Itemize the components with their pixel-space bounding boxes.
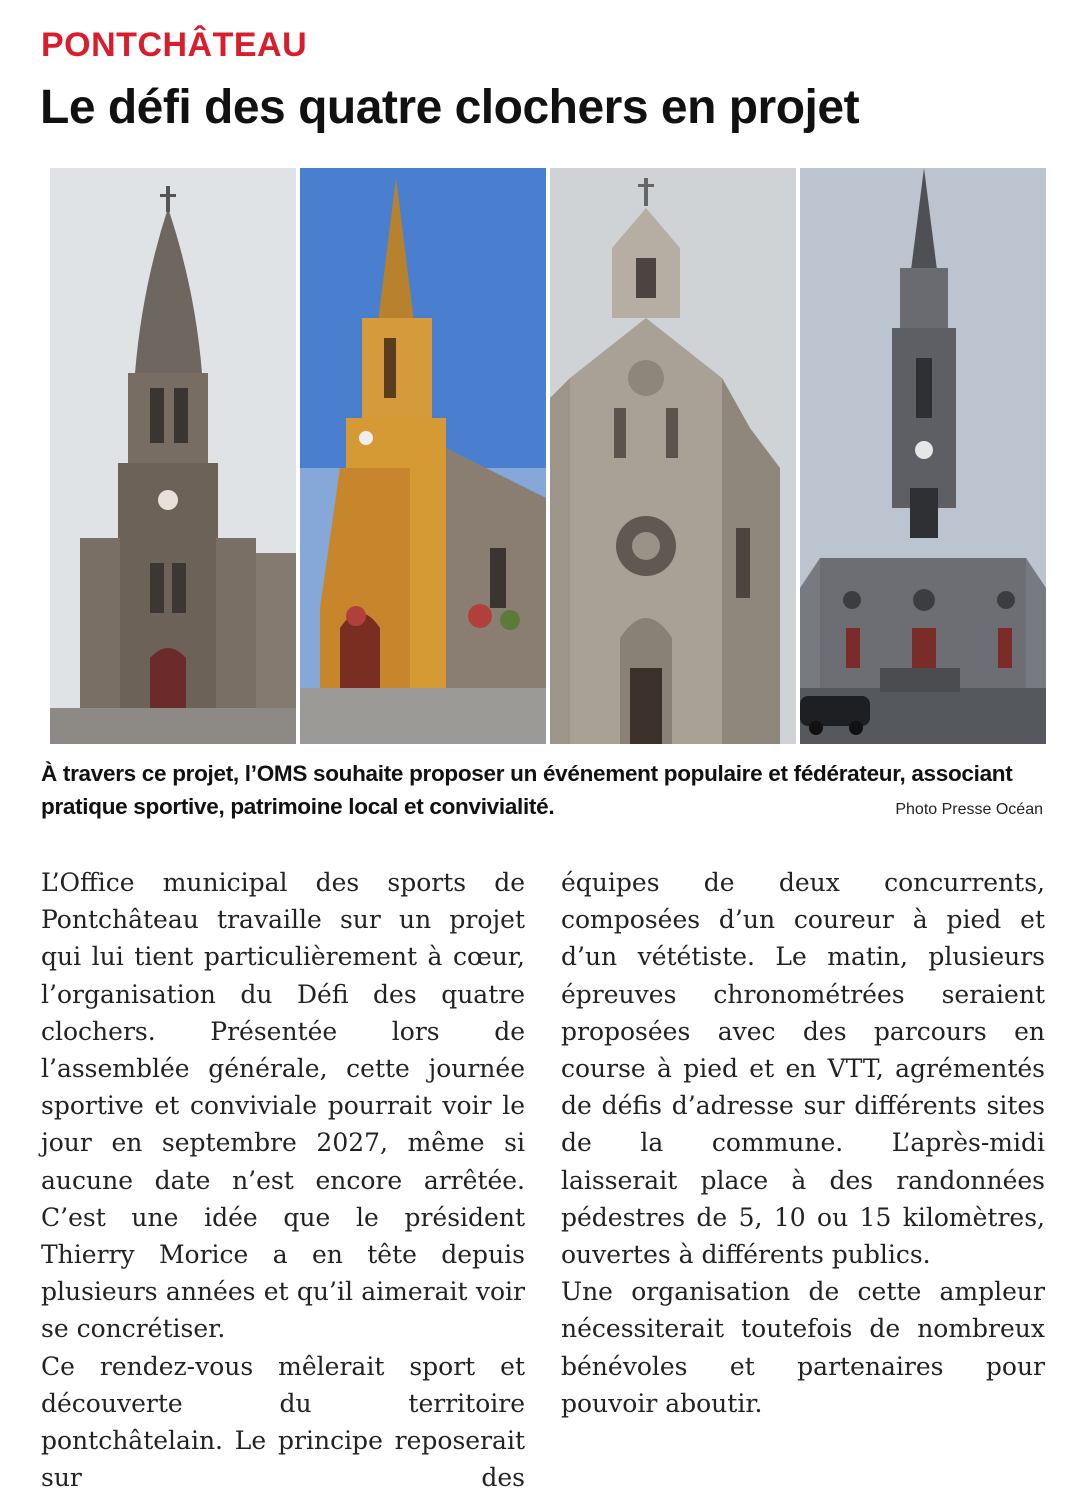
section-kicker: PONTCHÂTEAU bbox=[41, 26, 308, 64]
paragraph: équipes de deux concurrents, composées d’un coureur à pied et d’un vététiste. Le matin, plusieurs épreuves chronométrées seraient proposées avec des parcours en course à pied et en VTT, agrémentés de défis d’adresse sur différents sites de la commune. L’après-midi laisserait place à des randonnées pédestres de 5, 10 ou 15 kilomètres, ouvertes à différents publics. bbox=[561, 868, 1045, 1270]
article-headline: Le défi des quatre clochers en projet bbox=[40, 81, 860, 134]
paragraph: Une organisation de cette ampleur nécessiterait toutefois de nombreux bénévoles et partenaires pour pouvoir aboutir. bbox=[561, 1277, 1045, 1418]
paragraph: Ce rendez-vous mêlerait sport et découverte du territoire pontchâtelain. Le principe reposerait sur des bbox=[41, 1351, 525, 1493]
photo-credit: Photo Presse Océan bbox=[895, 801, 1043, 818]
photo-caption: À travers ce projet, l’OMS souhaite proposer un événement populaire et fédérateur, associant pratique sportive, patrimoine local et convivialité. bbox=[41, 761, 1013, 819]
church-photo-4 bbox=[800, 168, 1046, 744]
paragraph: L’Office municipal des sports de Pontchâteau travaille sur un projet qui lui tient particulièrement à cœur, l’organisation du Défi des quatre clochers. Présentée lors de l’assemblée générale, cette journée sportive et conviviale pourrait voir le jour en septembre 2027, même si aucune date n’est encore arrêtée. C’est une idée que le président Thierry Morice a en tête depuis plusieurs années et qu’il aimerait voir se concrétiser. bbox=[41, 868, 525, 1344]
church-photo-1 bbox=[50, 168, 296, 744]
article-column-right bbox=[561, 864, 1045, 1422]
photo-strip bbox=[50, 168, 1046, 744]
church-photo-3 bbox=[550, 168, 796, 744]
article-column-left bbox=[41, 864, 525, 1496]
church-photo-2 bbox=[300, 168, 546, 744]
